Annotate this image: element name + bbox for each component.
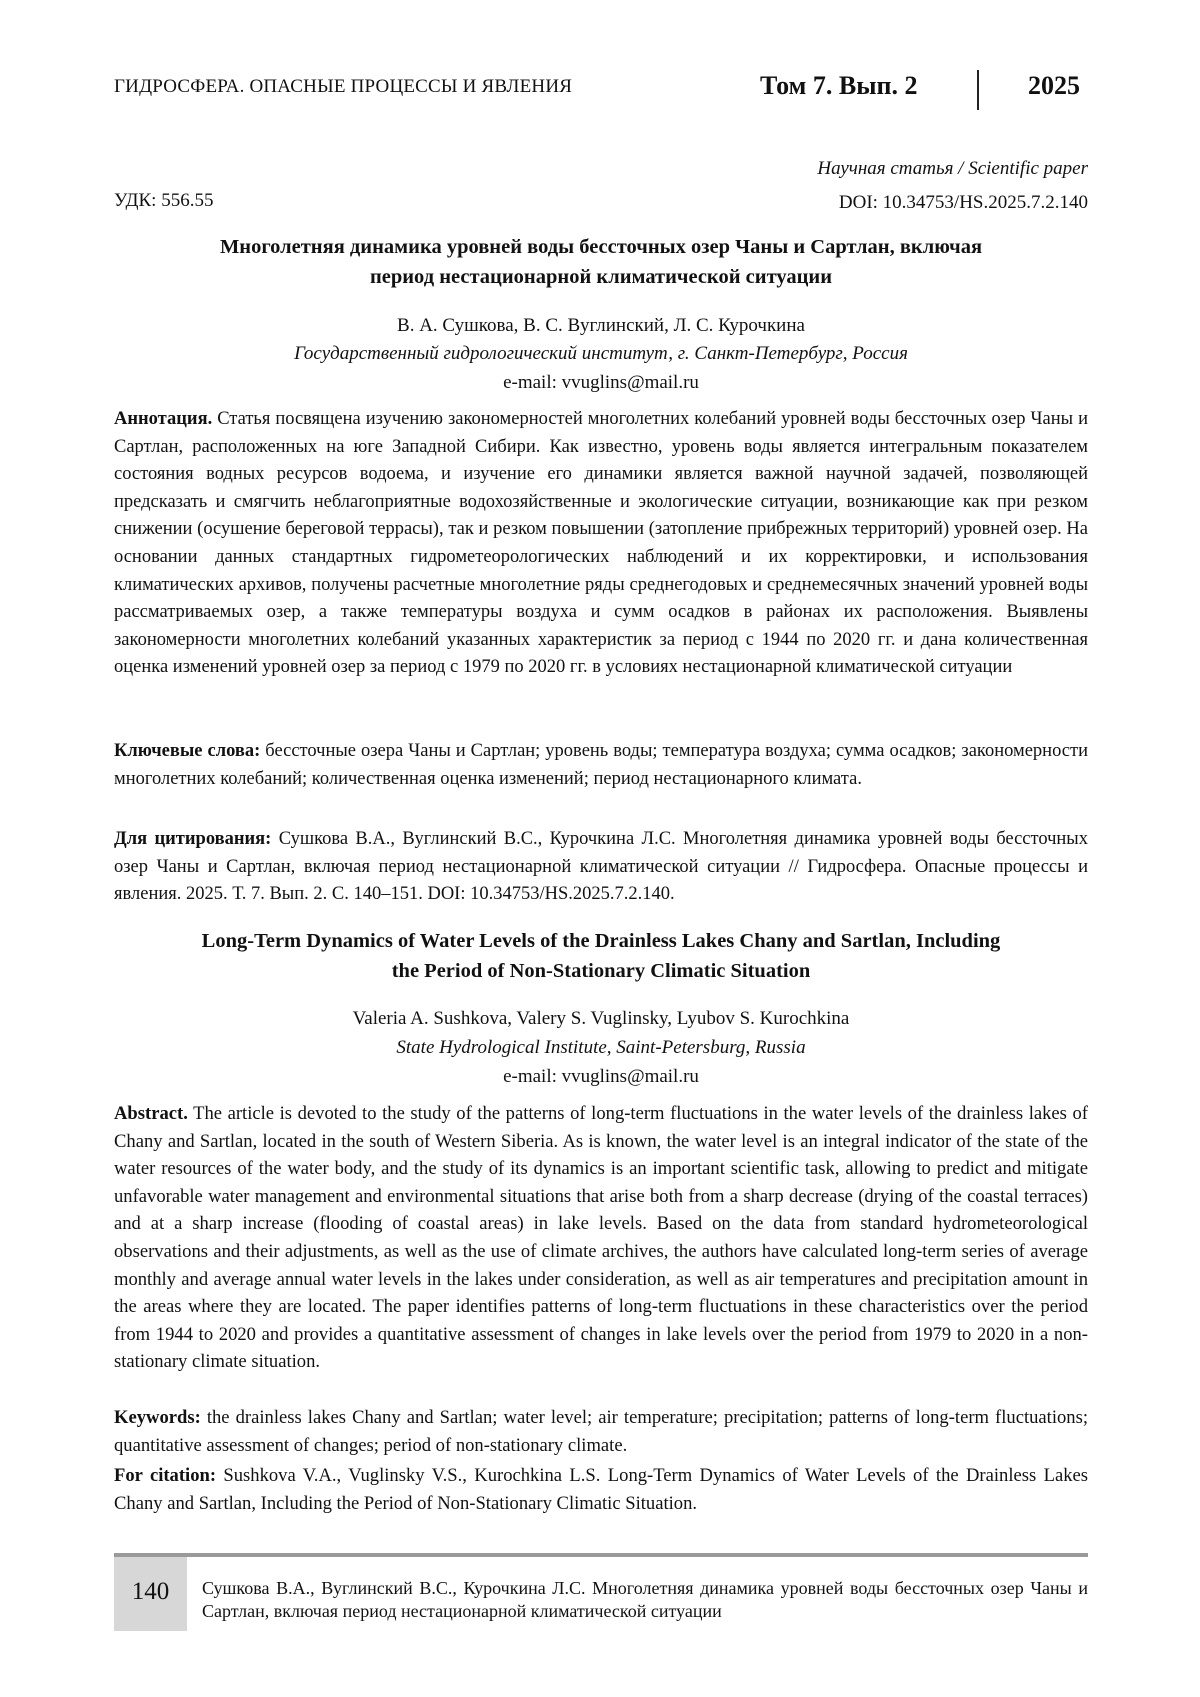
ru-citation-text: Сушкова В.А., Вуглинский В.С., Курочкина Л.С. Многолетняя динамика уровней воды бессточных озер Чаны и Сартлан, включая период нестационарной климатической ситуации // Гидросфера. Опасные процессы и явления. 2025. Т. 7. Вып. 2. С. 140–151. DOI: 10.34753/HS.2025.7.2.140. [114,829,1088,905]
en-keywords-text: the drainless lakes Chany and Sartlan; water level; air temperature; precipitation; patterns of long-term fluctuations; quantitative assessment of changes; period of non-stationary climate. [114,1407,1088,1456]
running-citation: Сушкова В.А., Вуглинский В.С., Курочкина Л.С. Многолетняя динамика уровней воды бессточных озер Чаны и Сартлан, включая период нестационарной климатической ситуации [202,1578,1088,1621]
en-title [114,926,1088,986]
en-abstract [114,1100,1088,1376]
volume-issue: Том 7. Вып. 2 [760,71,918,100]
ru-title-line-1: Многолетняя динамика уровней воды бессточных озер Чаны и Сартлан, включая [219,236,983,258]
ru-citation [114,826,1088,909]
en-citation [114,1462,1088,1517]
ru-abstract [114,406,1088,682]
ru-citation-label: Для цитирования: [114,829,272,849]
ru-affiliation: Государственный гидрологический институт, г. Санкт-Петербург, Россия [294,343,908,364]
en-title-line-1: Long-Term Dynamics of Water Levels of the Drainless Lakes Chany and Sartlan, Including [201,930,1001,952]
en-citation-text: Sushkova V.A., Vuglinsky V.S., Kurochkina L.S. Long-Term Dynamics of Water Levels of the Drainless Lakes Chany and Sartlan, Including the Period of Non-Stationary Climatic Situation. [114,1465,1088,1514]
en-authors: Valeria A. Sushkova, Valery S. Vuglinsky, Lyubov S. Kurochkina [352,1008,850,1029]
en-citation-label: For citation: [114,1465,217,1486]
ru-keywords [114,738,1088,793]
en-abstract-text: The article is devoted to the study of the patterns of long-term fluctuations in the water levels of the drainless lakes of Chany and Sartlan, located in the south of Western Siberia. As is known, the water level is an integral indicator of the state of the water resources of the water body, and the study of its dynamics is an important scientific task, allowing to predict and mitigate unfavorable water management and environmental situations that arise both from a sharp decrease (drying of the coastal terraces) and at a sharp increase (flooding of coastal areas) in lake levels. Based on the data from standard hydrometeorological observations and their adjustments, as well as the use of climate archives, the authors have calculated long-term series of average monthly and average annual water levels in the lakes under consideration, as well as air temperatures and precipitation amount in the areas where they are located. The paper identifies patterns of long-term fluctuations in these characteristics over the period from 1944 to 2020 and provides a quantitative assessment of changes in lake levels over the period from 1979 to 2020 in a non-stationary climate situation. [114,1103,1088,1373]
ru-title-line-2: период нестационарной климатической ситуации [369,266,833,288]
ru-keywords-text: бессточные озера Чаны и Сартлан; уровень воды; температура воздуха; сумма осадков; закономерности многолетних колебаний; количественная оценка изменений; период нестационарного климата. [114,741,1088,789]
paper-type: Научная статья / Scientific paper [817,158,1088,179]
en-affiliation: State Hydrological Institute, Saint-Petersburg, Russia [396,1037,806,1058]
en-email: e-mail: vvuglins@mail.ru [503,1066,699,1087]
en-keywords [114,1404,1088,1459]
publication-year: 2025 [1028,71,1080,100]
ru-title [114,232,1088,292]
ru-abstract-label: Аннотация. [114,409,213,429]
footer-rule [114,1553,1088,1557]
udc-code: УДК: 556.55 [114,190,214,211]
ru-abstract-text: Статья посвящена изучению закономерностей многолетних колебаний уровней воды бессточных озер Чаны и Сартлан, расположенных на юге Западной Сибири. Как известно, уровень воды является интегральным показателем состояния водных ресурсов водоема, и изучение его динамики является важной научной задачей, позволяющей предсказать и смягчить неблагоприятные водохозяйственные и экологические ситуации, возникающие как при резком снижении (осушение береговой террасы), так и резком повышении (затопление прибрежных территорий) уровней озер. На основании данных стандартных гидрометеорологических наблюдений и их корректировки, и использования климатических архивов, получены расчетные многолетние ряды среднегодовых и среднемесячных значений уровней воды рассматриваемых озер, а также температуры воздуха и сумм осадков в районах их расположения. Выявлены закономерности многолетних колебаний указанных характеристик за период с 1944 по 2020 гг. и дана количественная оценка изменений уровней озер за период с 1979 по 2020 гг. в условиях нестационарной климатической ситуации [114,409,1088,678]
ru-email: e-mail: vvuglins@mail.ru [503,372,699,393]
doi: DOI: 10.34753/HS.2025.7.2.140 [838,192,1088,213]
page-number: 140 [131,1578,170,1605]
en-keywords-label: Keywords: [114,1407,201,1428]
header-divider [977,70,979,110]
journal-title: ГИДРОСФЕРА. ОПАСНЫЕ ПРОЦЕССЫ И ЯВЛЕНИЯ [114,76,573,97]
ru-authors: В. А. Сушкова, В. С. Вуглинский, Л. С. Курочкина [397,315,805,336]
ru-keywords-label: Ключевые слова: [114,741,261,761]
en-title-line-2: the Period of Non-Stationary Climatic Situation [391,960,811,982]
en-abstract-label: Abstract. [114,1103,188,1124]
